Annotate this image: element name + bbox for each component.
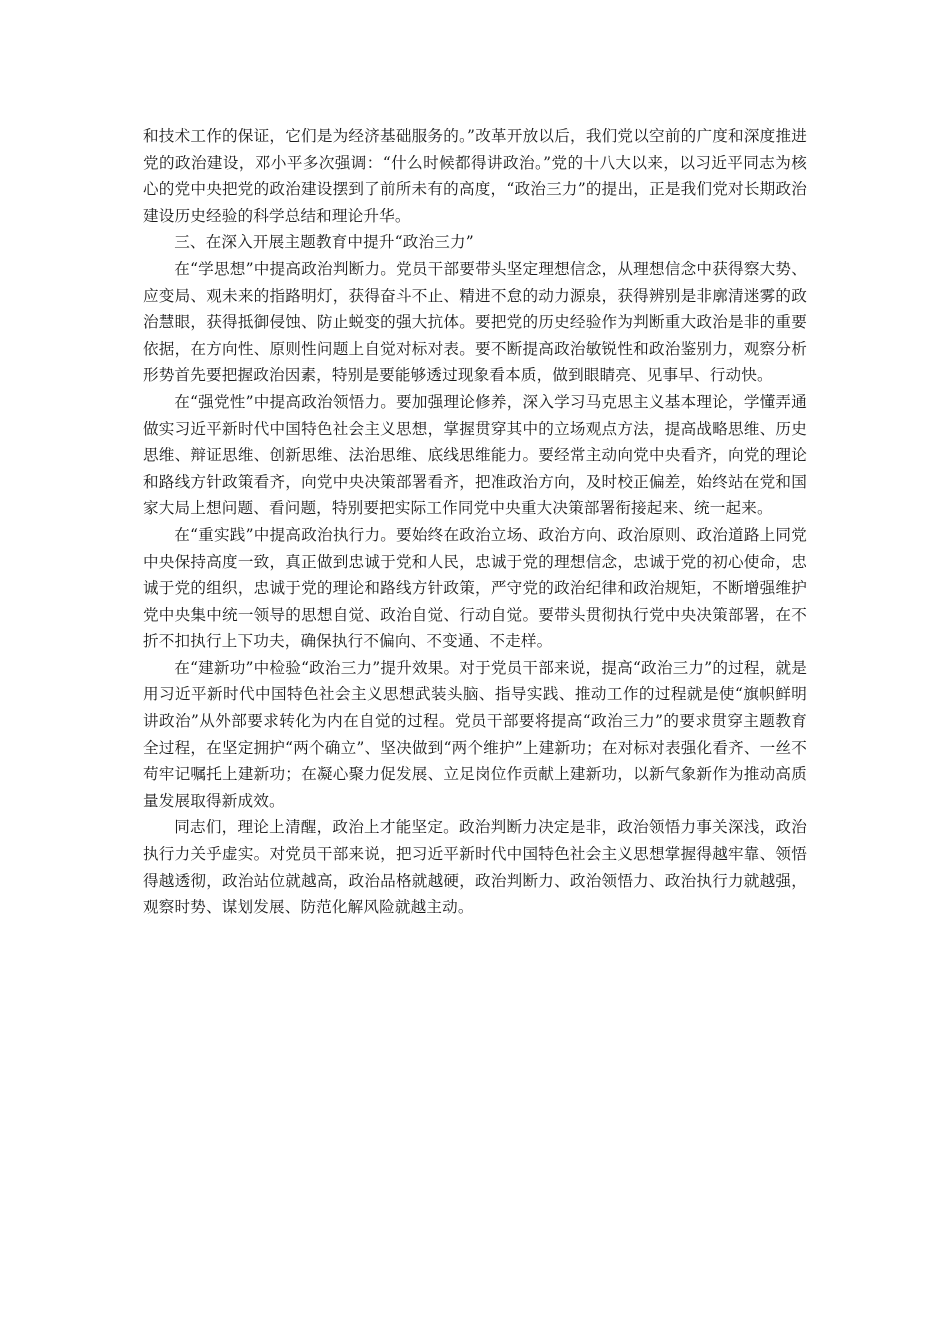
section-heading: 三、在深入开展主题教育中提升“政治三力”: [174, 233, 474, 252]
paragraph-conclusion: 同志们，理论上清醒，政治上才能坚定。政治判断力决定是非，政治领悟力事关深浅，政治执行力关乎虚实。对党员干部来说，把习近平新时代中国特色社会主义思想掌握得越牢靠、领悟得越透彻，政治站位就越高，政治品格就越硬，政治判断力、政治领悟力、政治执行力就越强，观察时势、谋划发展、防范化解风险就越主动。: [143, 818, 807, 917]
paragraph-comprehension: 在“强党性”中提高政治领悟力。要加强理论修养，深入学习马克思主义基本理论，学懂弄通做实习近平新时代中国特色社会主义思想，掌握贯穿其中的立场观点方法，提高战略思维、历史思维、辩证思维、创新思维、法治思维、底线思维能力。要经常主动向党中央看齐，向党的理论和路线方针政策看齐，向党中央决策部署看齐，把准政治方向，及时校正偏差，始终站在党和国家大局上想问题、看问题，特别要把实际工作同党中央重大决策部署衔接起来、统一起来。: [143, 392, 807, 518]
paragraph-continuation: 和技术工作的保证，它们是为经济基础服务的。”改革开放以后，我们党以空前的广度和深度推进党的政治建设，邓小平多次强调：“什么时候都得讲政治。”党的十八大以来，以习近平同志为核心的党中央把党的政治建设摆到了前所未有的高度，“政治三力”的提出，正是我们党对长期政治建设历史经验的科学总结和理论升华。: [143, 127, 807, 225]
paragraph-execution: 在“重实践”中提高政治执行力。要始终在政治立场、政治方向、政治原则、政治道路上同党中央保持高度一致，真正做到忠诚于党和人民，忠诚于党的理想信念，忠诚于党的初心使命，忠诚于党的组织，忠诚于党的理论和路线方针政策，严守党的政治纪律和政治规矩，不断增强维护党中央集中统一领导的思想自觉、政治自觉、行动自觉。要带头贯彻执行党中央决策部署，在不折不扣执行上下功夫，确保执行不偏向、不变通、不走样。: [143, 525, 807, 651]
paragraph-judgment: 在“学思想”中提高政治判断力。党员干部要带头坚定理想信念，从理想信念中获得察大势、应变局、观未来的指路明灯，获得奋斗不止、精进不怠的动力源泉，获得辨别是非廓清迷雾的政治慧眼，获得抵御侵蚀、防止蜕变的强大抗体。要把党的历史经验作为判断重大政治是非的重要依据，在方向性、原则性问题上自觉对标对表。要不断提高政治敏锐性和政治鉴别力，观察分析形势首先要把握政治因素，特别是要能够透过现象看本质，做到眼睛亮、见事早、行动快。: [143, 259, 807, 385]
document-body: [143, 123, 807, 921]
paragraph-new-merit: 在“建新功”中检验“政治三力”提升效果。对于党员干部来说，提高“政治三力”的过程，就是用习近平新时代中国特色社会主义思想武装头脑、指导实践、推动工作的过程就是使“旗帜鲜明讲政治”从外部要求转化为内在自觉的过程。党员干部要将提高“政治三力”的要求贯穿主题教育全过程，在坚定拥护“两个确立”、坚决做到“两个维护”上建新功；在对标对表强化看齐、一丝不苟牢记嘱托上建新功；在凝心聚力促发展、立足岗位作贡献上建新功，以新气象新作为推动高质量发展取得新成效。: [143, 658, 807, 810]
